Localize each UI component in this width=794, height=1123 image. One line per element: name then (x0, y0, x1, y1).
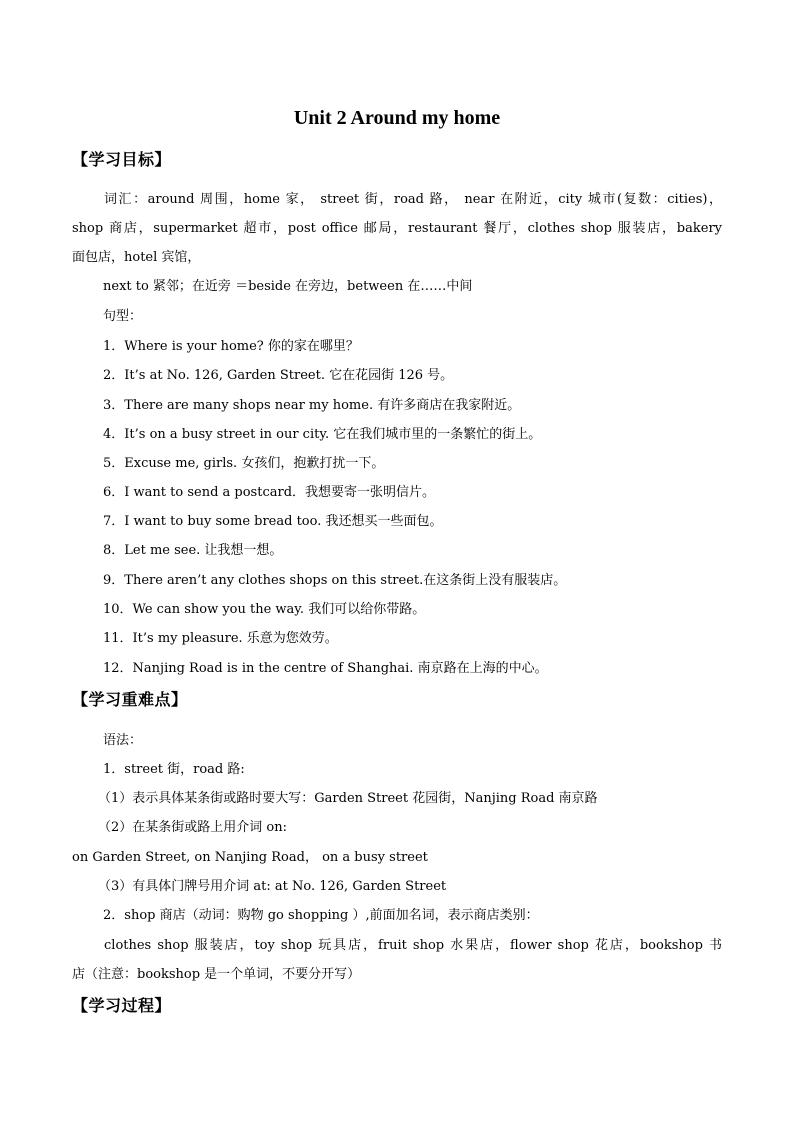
grammar-label: 语法： (103, 733, 143, 748)
grammar-line: 1．street 街，road 路: (103, 762, 245, 777)
sentence-item: 2．It’s at No. 126, Garden Street. 它在花园街 126 号。 (103, 368, 454, 383)
page-title: Unit 2 Around my home (293, 107, 501, 129)
sentences-label: 句型： (103, 309, 143, 324)
sentence-item: 3．There are many shops near my home. 有许多商店在我家附近。 (103, 398, 521, 413)
grammar-line: （2）在某条街或路上用介词 on: (98, 820, 287, 835)
grammar-line: 2．shop 商店（动词：购物 go shopping ）,前面加名词，表示商店类别： (103, 908, 539, 923)
sentence-item: 12．Nanjing Road is in the centre of Shanghai. 南京路在上海的中心。 (103, 661, 548, 676)
grammar-line: clothes shop 服装店，toy shop 玩具店，fruit shop 水果店，flower shop 花店，bookshop 书 (104, 938, 722, 953)
sentence-item: 7．I want to buy some bread too. 我还想买一些面包。 (103, 514, 443, 529)
sentence-item: 6．I want to send a postcard．我想要寄一张明信片。 (103, 485, 436, 500)
vocab-line-2: shop 商店，supermarket 超市，post office 邮局，restaurant 餐厅，clothes shop 服装店，bakery (72, 221, 722, 236)
sentence-item: 11．It’s my pleasure. 乐意为您效劳。 (103, 631, 338, 646)
sentence-item: 10．We can show you the way. 我们可以给你带路。 (103, 602, 426, 617)
vocab-line-1: 词汇：around 周围，home 家， street 街，road 路， near 在附近，city 城市(复数：cities)， (104, 192, 722, 207)
grammar-line: on Garden Street, on Nanjing Road， on a busy street (72, 850, 428, 865)
section-heading-objectives: 【学习目标】 (72, 150, 172, 169)
vocab-line-4: next to 紧邻；在近旁 ＝beside 在旁边，between 在……中间 (103, 279, 473, 294)
grammar-line: （3）有具体门牌号用介词 at: at No. 126, Garden Street (98, 879, 447, 894)
sentence-item: 9．There aren’t any clothes shops on this street.在这条街上没有服装店。 (103, 573, 567, 588)
sentence-item: 8．Let me see. 让我想一想。 (103, 543, 283, 558)
vocab-line-3: 面包店，hotel 宾馆， (72, 250, 201, 265)
grammar-line: （1）表示具体某条街或路时要大写：Garden Street 花园街，Nanjing Road 南京路 (98, 791, 598, 806)
sentence-item: 5．Excuse me, girls. 女孩们，抱歉打扰一下。 (103, 456, 385, 471)
sentence-item: 4．It’s on a busy street in our city. 它在我们城市里的一条繁忙的街上。 (103, 427, 542, 442)
section-heading-process: 【学习过程】 (72, 996, 172, 1015)
grammar-line: 店（注意：bookshop 是一个单词，不要分开写） (72, 967, 361, 982)
sentence-item: 1．Where is your home? 你的家在哪里？ (103, 339, 359, 354)
section-heading-key-points: 【学习重难点】 (72, 690, 188, 709)
